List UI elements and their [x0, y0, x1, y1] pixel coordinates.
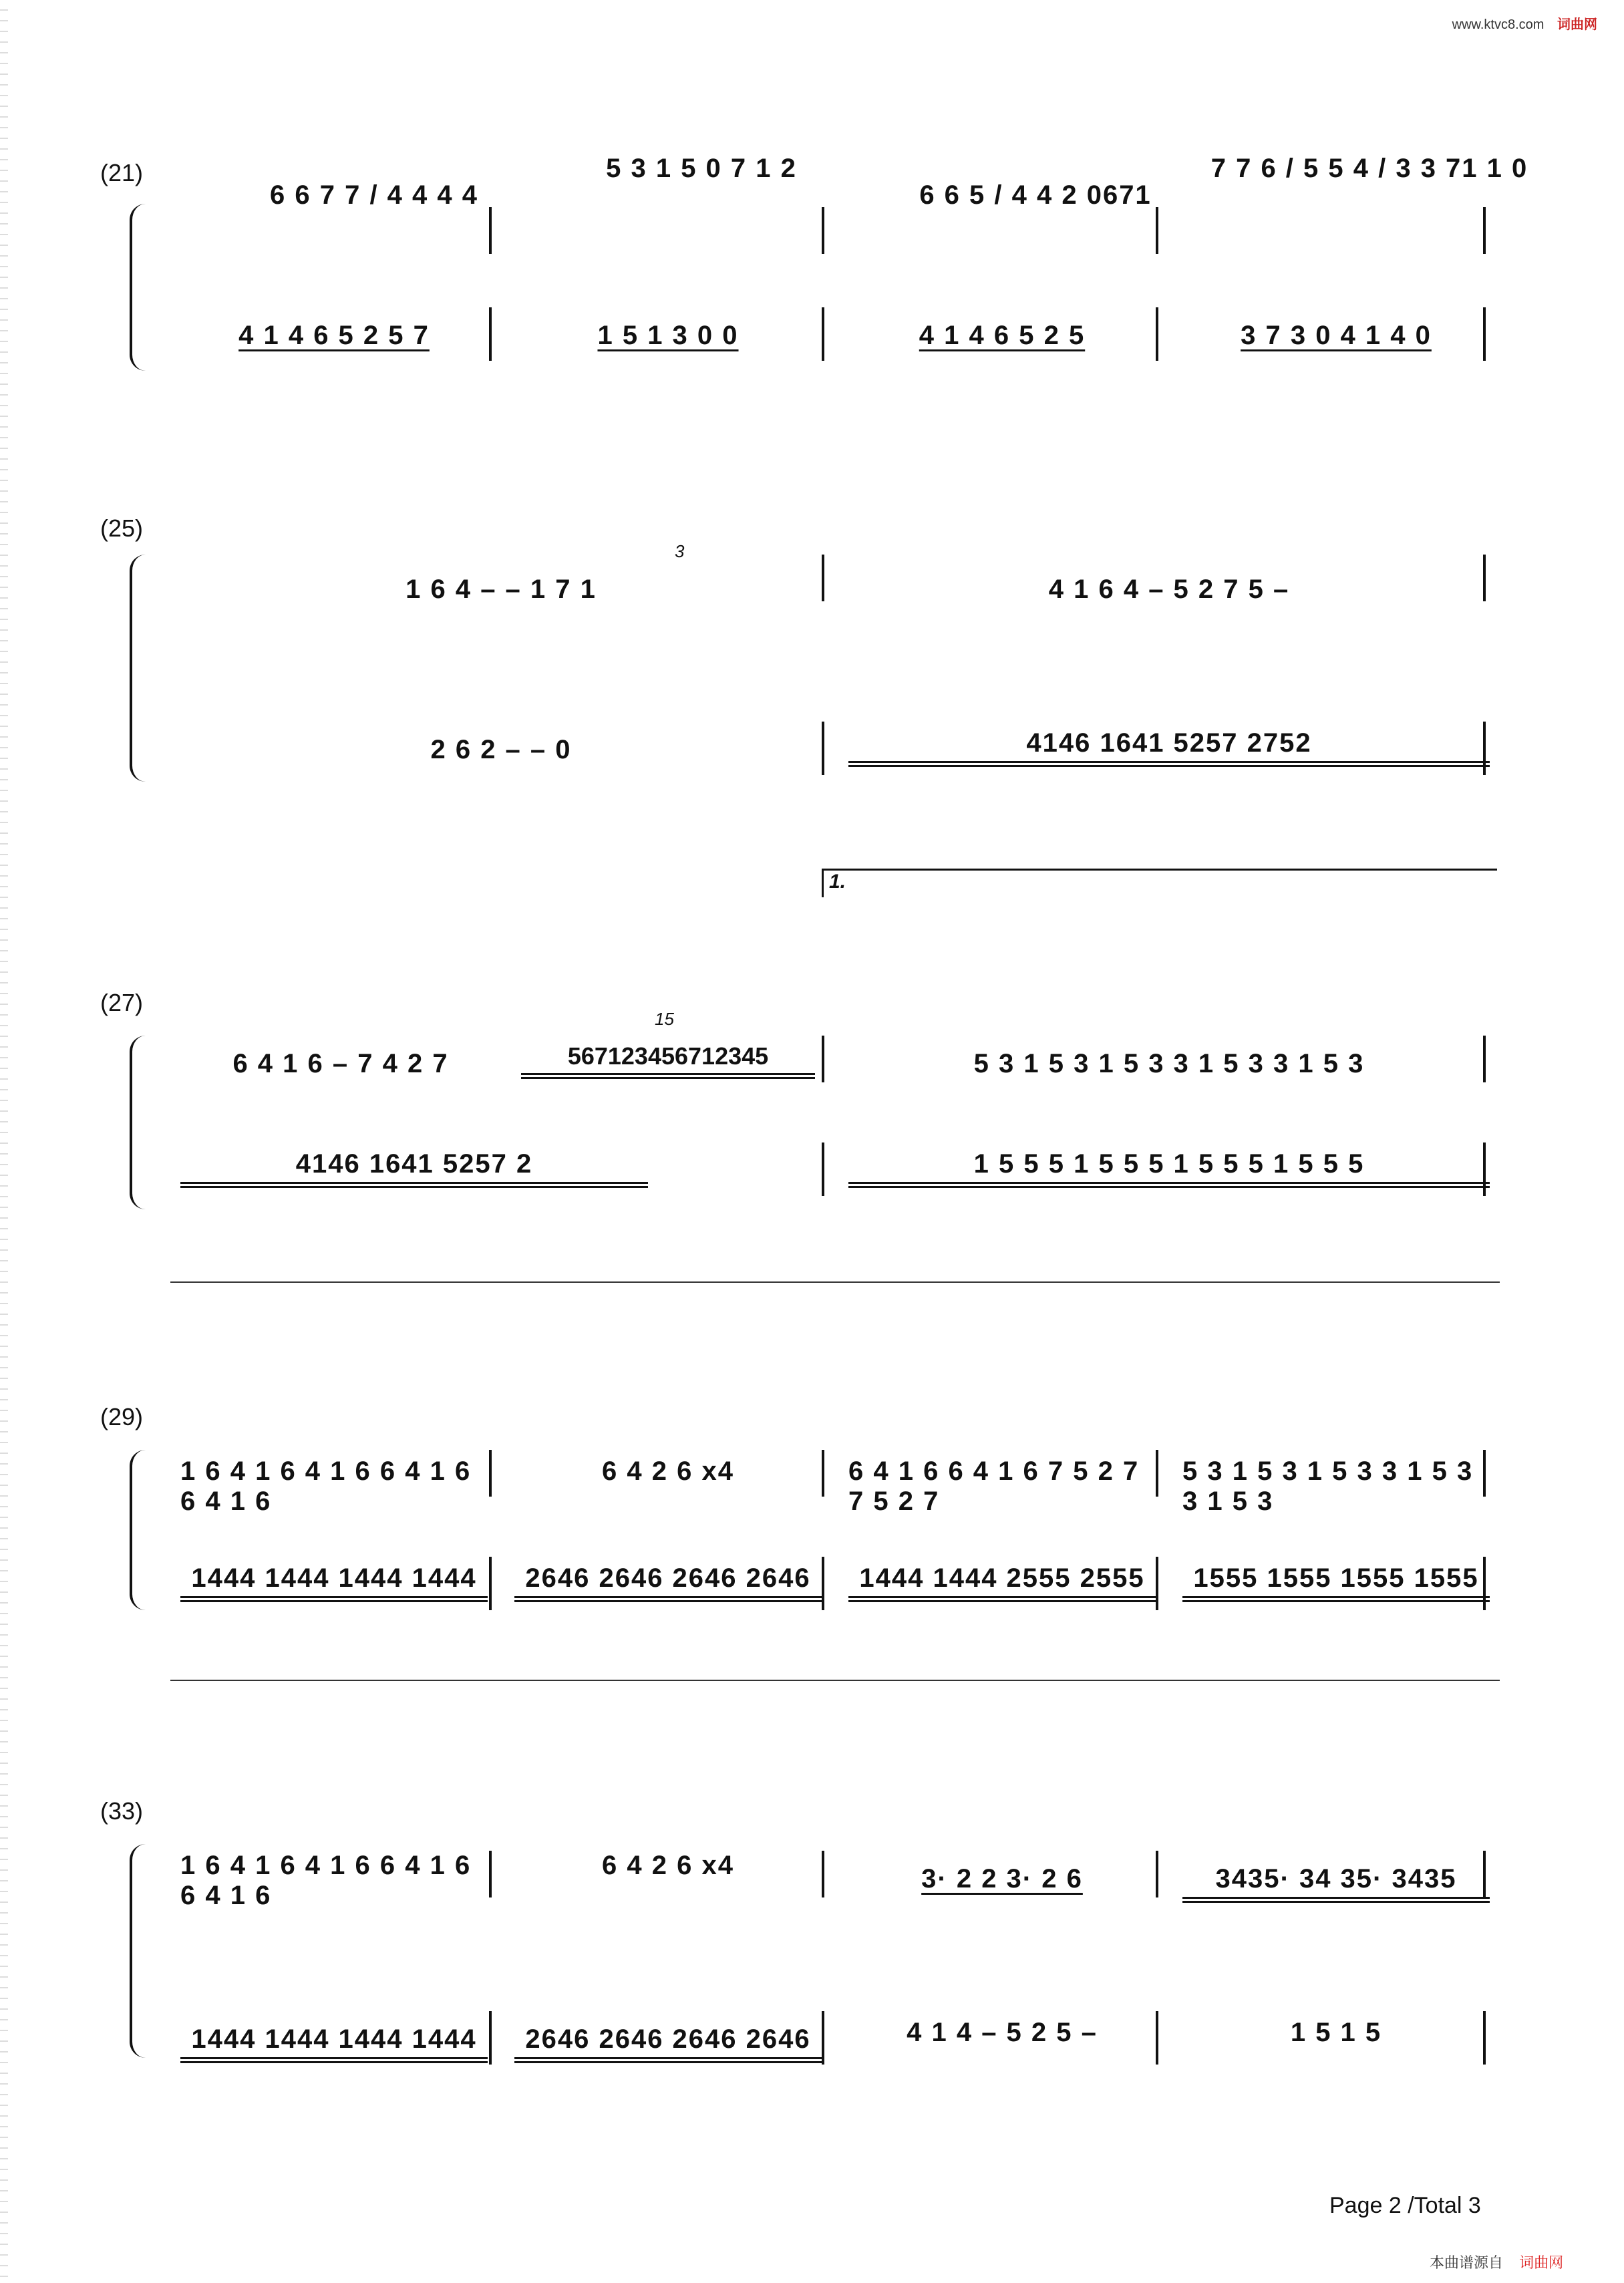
bass-measure: 4146 1641 5257 2 — [180, 1149, 648, 1188]
measure-number: (25) — [100, 514, 144, 542]
bass-measure: 4 1 4 – 5 2 5 – — [907, 2018, 1098, 2047]
treble-measure: 6 6 7 7 / 4 4 4 4 — [270, 180, 478, 210]
source-label: 本曲谱源自 — [1430, 2254, 1504, 2271]
system-25 — [100, 454, 1496, 802]
brace — [130, 1036, 146, 1209]
bass-measure: 4 1 4 6 5 2 5 — [919, 321, 1086, 350]
bass-measure: 1444 1444 2555 2555 — [848, 1563, 1156, 1602]
page-indicator: Page 2 /Total 3 — [1329, 2193, 1481, 2218]
bass-measure: 1 5 1 3 0 0 — [597, 321, 739, 350]
bass-measure: 4146 1641 5257 2752 — [848, 728, 1490, 767]
system-divider — [170, 1281, 1500, 1283]
bass-measure: 2646 2646 2646 2646 — [514, 1563, 822, 1602]
triplet-mark: 3 — [675, 541, 685, 561]
treble-measure: 6 4 1 6 – 7 4 2 7 — [232, 1049, 449, 1078]
site-url[interactable]: www.ktvc8.com — [1452, 17, 1545, 32]
treble-measure: 6 4 2 6 x4 — [602, 1457, 734, 1486]
bass-measure: 4 1 4 6 5 2 5 7 — [238, 321, 430, 350]
volta-bracket: 1. — [822, 869, 1497, 897]
treble-measure: 4 1 6 4 – 5 2 7 5 – — [1048, 575, 1290, 604]
bass-measure: 1555 1555 1555 1555 — [1182, 1563, 1490, 1602]
treble-measure: 1 6 4 1 6 4 1 6 6 4 1 6 6 4 1 6 — [180, 1851, 472, 1910]
treble-run: 567123456712345 — [521, 1042, 815, 1079]
system-29 — [100, 1296, 1496, 1630]
header — [1452, 13, 1597, 33]
measure-number: (21) — [100, 159, 144, 186]
treble-measure: 1 6 4 1 6 4 1 6 6 4 1 6 6 4 1 6 — [180, 1457, 472, 1516]
bass-measure: 2 6 2 – – 0 — [430, 735, 572, 764]
bass-measure: 2646 2646 2646 2646 — [514, 2024, 822, 2063]
treble-measure: 5 3 1 5 0 7 1 2 — [606, 154, 797, 183]
brace — [130, 555, 146, 782]
bass-measure: 1 5 5 5 1 5 5 5 1 5 5 5 1 5 5 5 — [848, 1149, 1490, 1188]
bass-measure: 1444 1444 1444 1444 — [180, 2024, 488, 2063]
system-divider — [170, 1680, 1500, 1681]
treble-measure: 6 4 2 6 x4 — [602, 1851, 734, 1880]
treble-measure: 1 6 4 – – 1 7 1 — [405, 575, 597, 604]
brace — [130, 1450, 146, 1610]
treble-measure: 5 3 1 5 3 1 5 3 3 1 5 3 3 1 5 3 — [1182, 1457, 1474, 1516]
measure-number: (27) — [100, 989, 144, 1016]
measure-number: (29) — [100, 1403, 144, 1430]
treble-measure: 6 4 1 6 6 4 1 6 7 5 2 7 7 5 2 7 — [848, 1457, 1140, 1516]
treble-measure: 6 6 5 / 4 4 2 0671 — [919, 180, 1152, 210]
page-edge-decoration — [0, 0, 8, 2283]
brace — [130, 1844, 146, 2058]
bass-measure: 1 5 1 5 — [1290, 2018, 1382, 2047]
treble-measure: 3· 2 2 3· 2 6 — [921, 1864, 1083, 1893]
treble-measure: 3435· 34 35· 3435 — [1182, 1864, 1490, 1903]
tuplet-mark: 15 — [655, 1009, 674, 1029]
bass-measure: 3 7 3 0 4 1 4 0 — [1241, 321, 1432, 350]
system-21 — [100, 154, 1528, 381]
system-33 — [100, 1697, 1496, 2085]
bass-measure: 1444 1444 1444 1444 — [180, 1563, 488, 1602]
system-27 — [100, 869, 1496, 1216]
brace — [130, 204, 146, 371]
measure-number: (33) — [100, 1797, 144, 1825]
footer-brand — [1430, 2252, 1563, 2272]
treble-measure: 5 3 1 5 3 1 5 3 3 1 5 3 3 1 5 3 — [973, 1049, 1365, 1078]
brand-logo: 词曲网 — [1557, 17, 1597, 32]
treble-measure: 7 7 6 / 5 5 4 / 3 3 71 1 0 — [1210, 154, 1528, 183]
brand-logo[interactable]: 词曲网 — [1519, 2254, 1564, 2271]
